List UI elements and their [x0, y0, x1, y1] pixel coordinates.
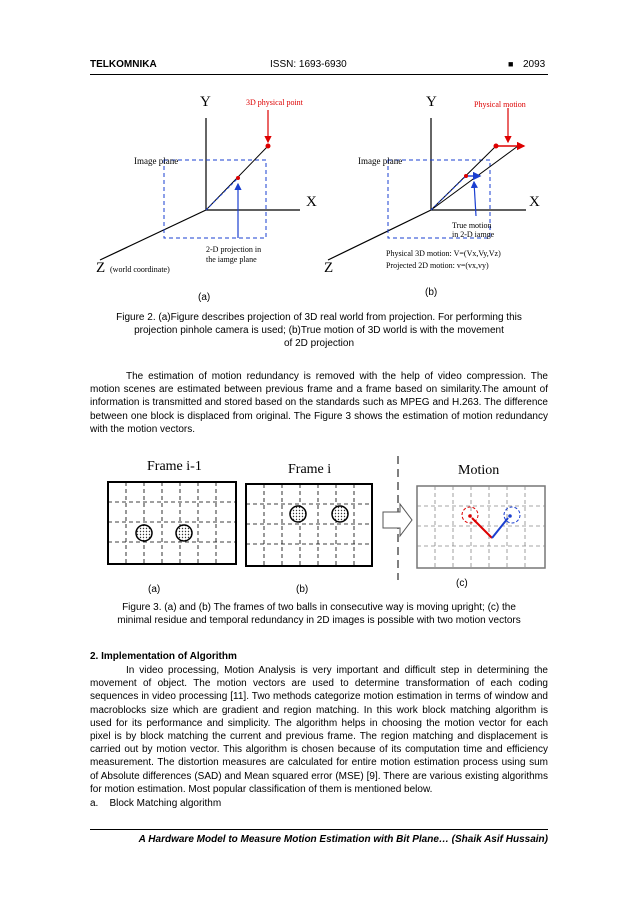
- section-body: In video processing, Motion Analysis is very important and difficult step in determining the movement of object. The motion vectors are used to determine transformation of each coding sequences in video processing [11]. Two methods categorize motion estimation in terms of window and macroblocks size which are gradient and region matching. In this work block matching algorithm is used for its performance and simplicity. The algorithm helps in choosing the motion vector for each pixel is by block matching the current and previous frame. The region matching and displacement is carried out by motion vector. This algorithm is chosen because of its computation time and efficiency measurement. The distortion measures are calculated for entire motion estimation process using sum of Absolute differences (SAD) and Mean squared error (MSE) [9]. There are various existing algorithms for motion estimation. Most popular classification of them is mentioned below.: [90, 665, 548, 795]
- figure-2-panel-b: [324, 94, 540, 298]
- projection-ray-dash: [206, 178, 238, 210]
- motion-frame: [417, 463, 545, 568]
- footer-rule: [90, 829, 548, 830]
- image-plane-label-b: Image plane: [358, 156, 403, 166]
- frame-cur-title: Frame i: [288, 462, 332, 477]
- true-motion-label-2: in 2-D iamge: [452, 230, 495, 239]
- figure-2-caption-line-3: of 2D projection: [283, 338, 355, 349]
- section-heading: 2. Implementation of Algorithm: [90, 651, 237, 662]
- footer-text: A Hardware Model to Measure Motion Estimation with Bit Plane… (Shaik Asif Hussain): [138, 834, 548, 845]
- motion-vector-1-head: [468, 514, 472, 518]
- projection-label-1: 2-D projection in: [206, 245, 262, 254]
- physical-point-b: [494, 144, 499, 149]
- ball-2-cur: [332, 506, 348, 522]
- paragraph-motion-redundancy: The estimation of motion redundancy is removed with the help of video compression. The motion scenes are estimated between previous frame and a frame based on similarity.The amount of information is transmitted and stored based on the standards such as MPEG and H.263. The difference between one block is displaced from original. The Figure 3 shows the estimation of motion redundancy with the motion vectors.: [90, 371, 548, 435]
- image-plane-rect: [164, 160, 266, 238]
- frame-prev-box: [108, 482, 236, 564]
- axis-z-label: Z: [96, 260, 106, 276]
- figure-3-label-c: (c): [456, 578, 468, 589]
- axis-x-label: X: [306, 194, 317, 210]
- figure-3-caption: [90, 601, 548, 627]
- physical-point: [266, 144, 271, 149]
- axis-z-label-b: Z: [324, 260, 334, 276]
- figure-3-caption-line-2: minimal residue and temporal redundancy in 2D images is possible with two motion vectors: [117, 615, 521, 626]
- page-number: 2093: [523, 59, 546, 70]
- frame-cur-box: [246, 484, 372, 566]
- motion-vector-2: [492, 518, 508, 538]
- ball-1-cur: [290, 506, 306, 522]
- axis-y-label-b: Y: [426, 94, 437, 110]
- panel-a-label: (a): [198, 292, 211, 303]
- figure-2: [88, 88, 550, 310]
- figure-3-caption-line-1: Figure 3. (a) and (b) The frames of two balls in consecutive way is moving upright; (c) the: [122, 602, 516, 613]
- journal-name: TELKOMNIKA: [90, 59, 157, 70]
- bullet-icon: ■: [508, 59, 514, 69]
- motion-title: Motion: [458, 463, 500, 478]
- header-rule: [90, 74, 548, 75]
- physical-point-label: 3D physical point: [246, 98, 303, 107]
- physical-motion-label: Physical motion: [474, 100, 526, 109]
- projected-point-b: [464, 174, 468, 178]
- motion-vector-2-head: [508, 514, 512, 518]
- ball-2-prev: [176, 525, 192, 541]
- world-coordinate-label: (world coordinate): [110, 265, 170, 274]
- panel-b-label: (b): [425, 287, 438, 298]
- ball-1-prev: [136, 525, 152, 541]
- figure-3-label-b: (b): [296, 584, 309, 595]
- figure-2-caption-line-2: projection pinhole camera is used; (b)True motion of 3D world is with the movement: [134, 325, 504, 336]
- z-axis: [100, 210, 206, 260]
- axis-x-label-b: X: [529, 194, 540, 210]
- true-motion-label-1: True motion: [452, 221, 492, 230]
- figure-3: [100, 452, 550, 602]
- frame-prev-title: Frame i-1: [147, 459, 202, 474]
- true-motion-arrow: [474, 182, 476, 216]
- projected-point: [236, 176, 240, 180]
- motion-3d-label: Physical 3D motion: V=(Vx,Vy,Vz): [386, 249, 501, 258]
- figure-2-caption-line-1: Figure 2. (a)Figure describes projection of 3D real world from projection. For performing this: [116, 312, 522, 323]
- frame-cur: [246, 462, 372, 566]
- figure-3-label-a: (a): [148, 584, 161, 595]
- issn: ISSN: 1693-6930: [270, 59, 347, 70]
- motion-2d-label: Projected 2D motion: v=(vx,vy): [386, 261, 489, 270]
- list-item-block-matching: a. Block Matching algorithm: [90, 798, 222, 809]
- figure-2-caption: [90, 311, 548, 350]
- axis-y-label: Y: [200, 94, 211, 110]
- frame-prev: [108, 459, 236, 564]
- projection-label-2: the iamge plane: [206, 255, 257, 264]
- figure-2-panel-a: [96, 94, 317, 303]
- image-plane-label: Image plane: [134, 156, 179, 166]
